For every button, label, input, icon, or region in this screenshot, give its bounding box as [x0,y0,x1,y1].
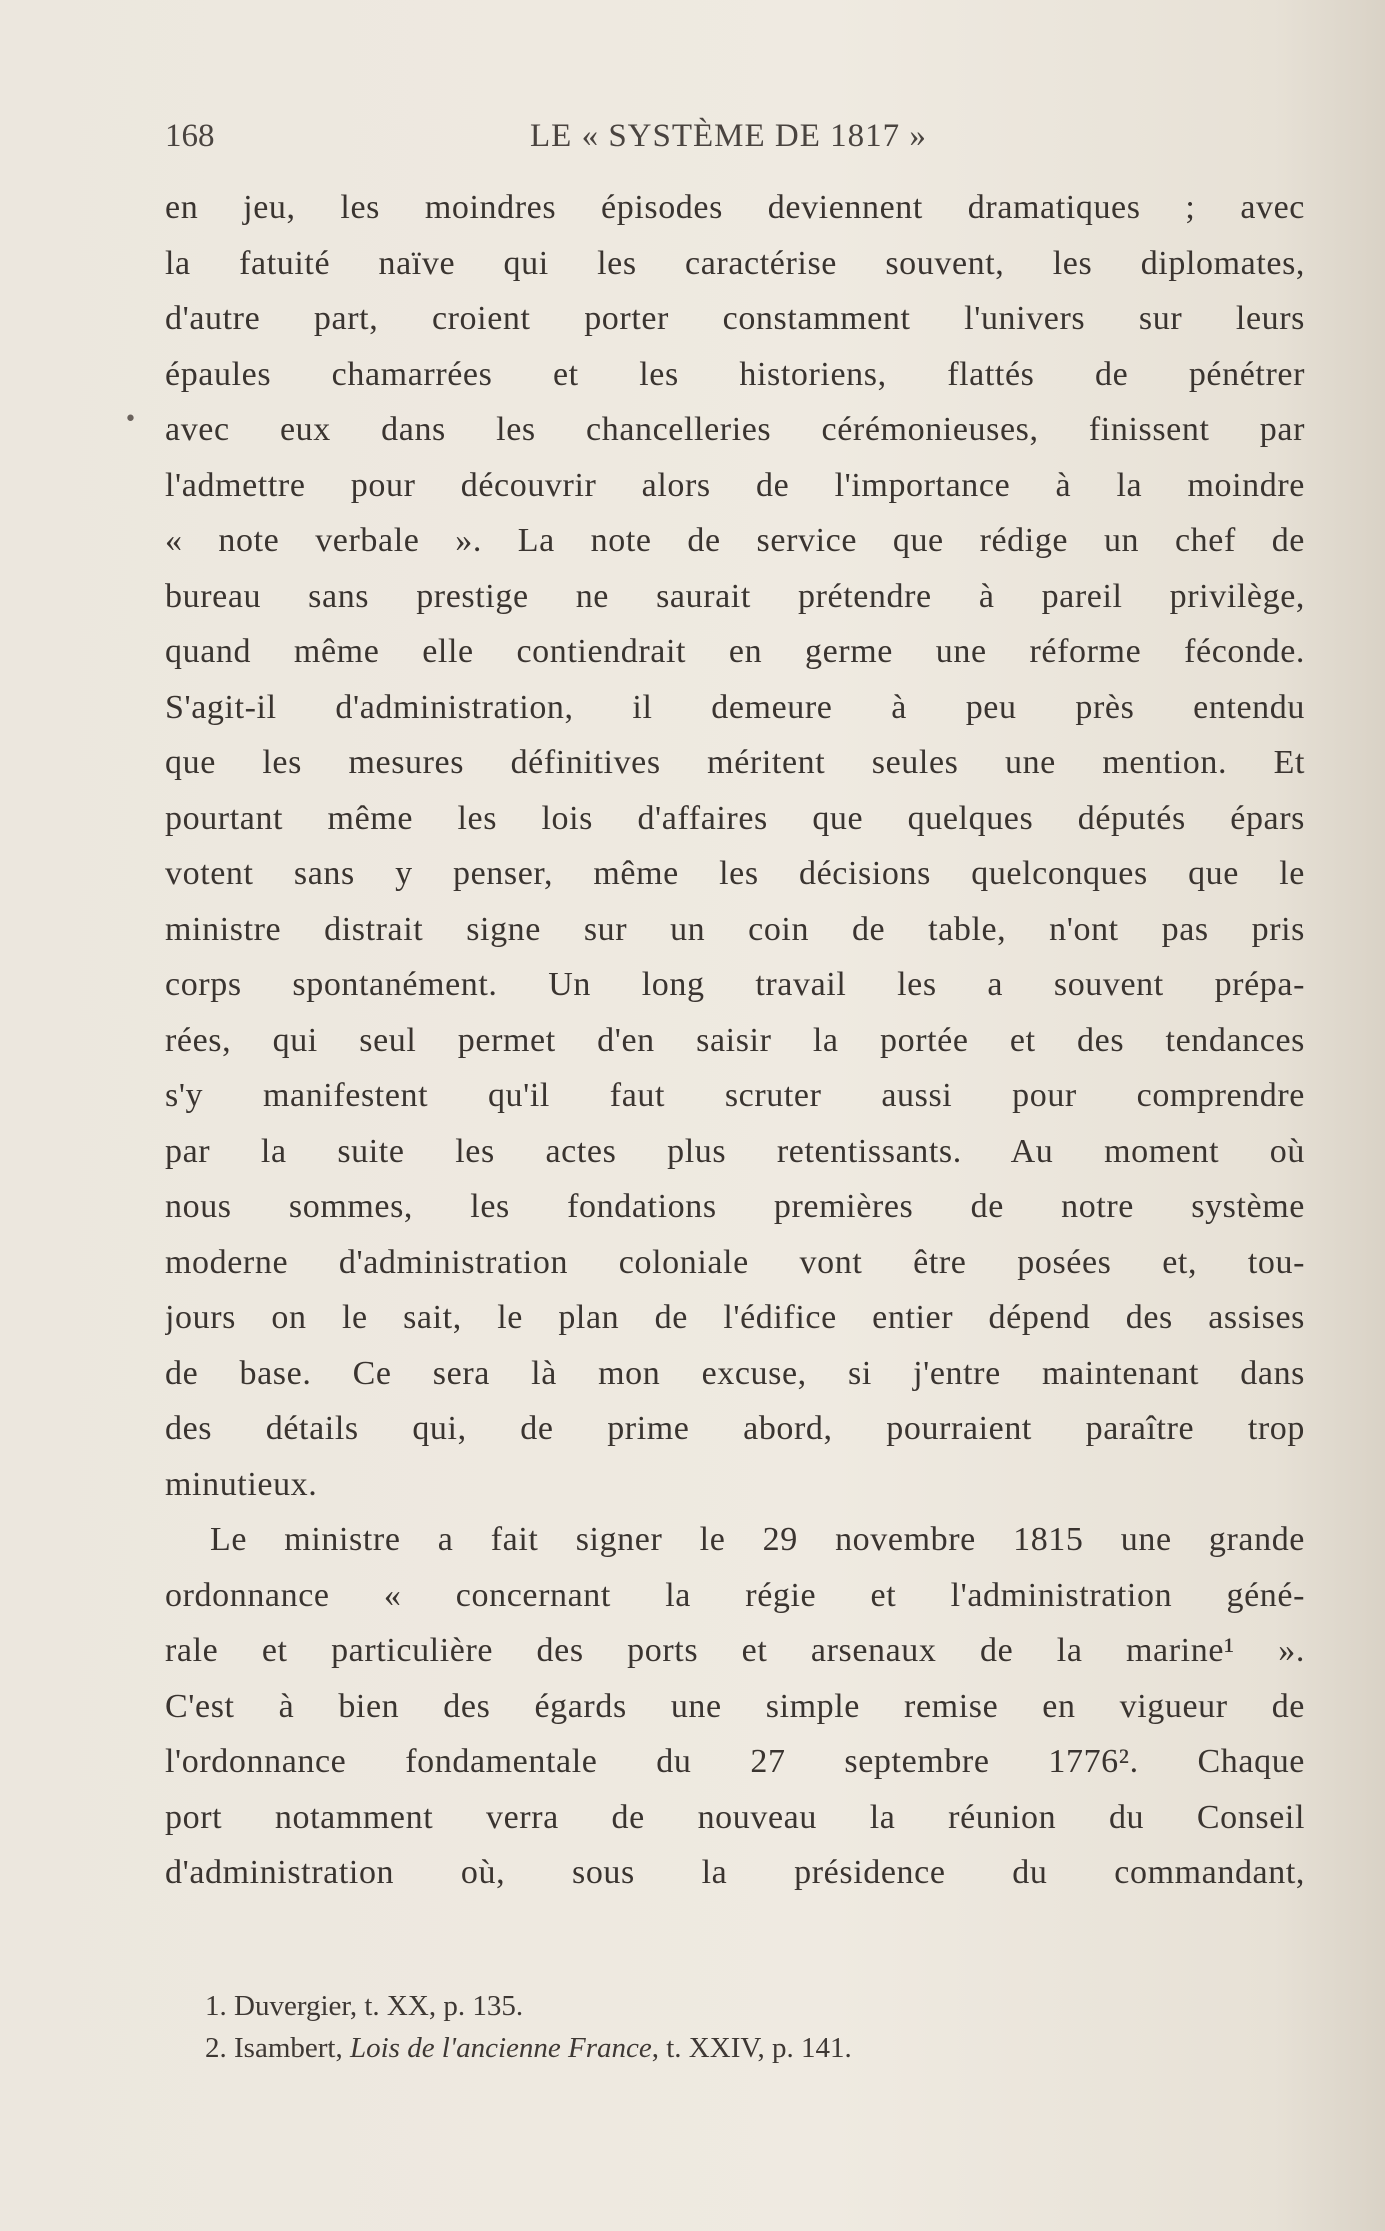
text-line: pourtant même les lois d'affaires que quelques députés épars [165,799,1305,837]
footnote-2-title: Lois de l'ancienne France [349,2032,652,2064]
text-line: votent sans y penser, même les décisions quelconques que le [165,855,1305,892]
text-line: avec eux dans les chancelleries cérémonieuses, finissent par [165,411,1305,448]
text-line: de base. Ce sera là mon excuse, si j'entre maintenant dans [165,1354,1305,1392]
text-line: ordonnance « concernant la régie et l'administration géné- [165,1576,1305,1614]
footnotes [205,1985,1305,2069]
text-line: corps spontanément. Un long travail les a souvent prépa- [165,966,1305,1003]
text-line: l'ordonnance fondamentale du 27 septembre 1776². Chaque [165,1743,1305,1780]
text-line: C'est à bien des égards une simple remise en vigueur de [165,1687,1305,1725]
text-line: rées, qui seul permet d'en saisir la portée et des tendances [165,1021,1305,1059]
text-line: d'autre part, croient porter constamment l'univers sur leurs [165,300,1305,337]
page-number: 168 [165,118,215,154]
text-line: jours on le sait, le plan de l'édifice entier dépend des assises [165,1299,1305,1336]
text-line: S'agit-il d'administration, il demeure à peu près entendu [165,688,1305,726]
text-line: bureau sans prestige ne saurait prétendre à pareil privilège, [165,577,1305,615]
footnote-2-ref: , t. XXIV, p. 141. [651,2032,852,2064]
text-line: épaules chamarrées et les historiens, flattés de pénétrer [165,355,1305,393]
text-line: « note verbale ». La note de service que rédige un chef de [165,522,1305,559]
paragraph-start-line: Le ministre a fait signer le 29 novembre 1815 une grande [210,1521,1305,1558]
text-line: d'administration où, sous la présidence du commandant, [165,1854,1305,1891]
text-line: port notamment verra de nouveau la réunion du Conseil [165,1798,1305,1836]
text-line: rale et particulière des ports et arsenaux de la marine¹ ». [165,1632,1305,1669]
body-text [165,180,1305,1901]
margin-mark: • [124,407,137,432]
text-line: quand même elle contiendrait en germe une réforme féconde. [165,633,1305,670]
footnote-1: 1. Duvergier, t. XX, p. 135. [205,1990,524,2022]
footnote-2 [205,2027,1305,2069]
text-line: minutieux. [165,1465,318,1503]
running-title: LE « SYSTÈME DE 1817 » [530,118,927,154]
text-line: des détails qui, de prime abord, pourraient paraître trop [165,1410,1305,1447]
text-line: en jeu, les moindres épisodes deviennent dramatiques ; avec [165,189,1305,226]
text-line: la fatuité naïve qui les caractérise souvent, les diplomates, [165,244,1305,282]
text-line: l'admettre pour découvrir alors de l'importance à la moindre [165,466,1305,504]
text-line: moderne d'administration coloniale vont être posées et, tou- [165,1243,1305,1281]
text-line: par la suite les actes plus retentissants. Au moment où [165,1132,1305,1170]
text-line: s'y manifestent qu'il faut scruter aussi pour comprendre [165,1077,1305,1114]
text-line: nous sommes, les fondations premières de notre système [165,1188,1305,1225]
text-line: ministre distrait signe sur un coin de table, n'ont pas pris [165,910,1305,948]
text-line: que les mesures définitives méritent seules une mention. Et [165,744,1305,781]
footnote-2-author: 2. Isambert, [205,2032,350,2064]
page-header [165,110,1305,160]
